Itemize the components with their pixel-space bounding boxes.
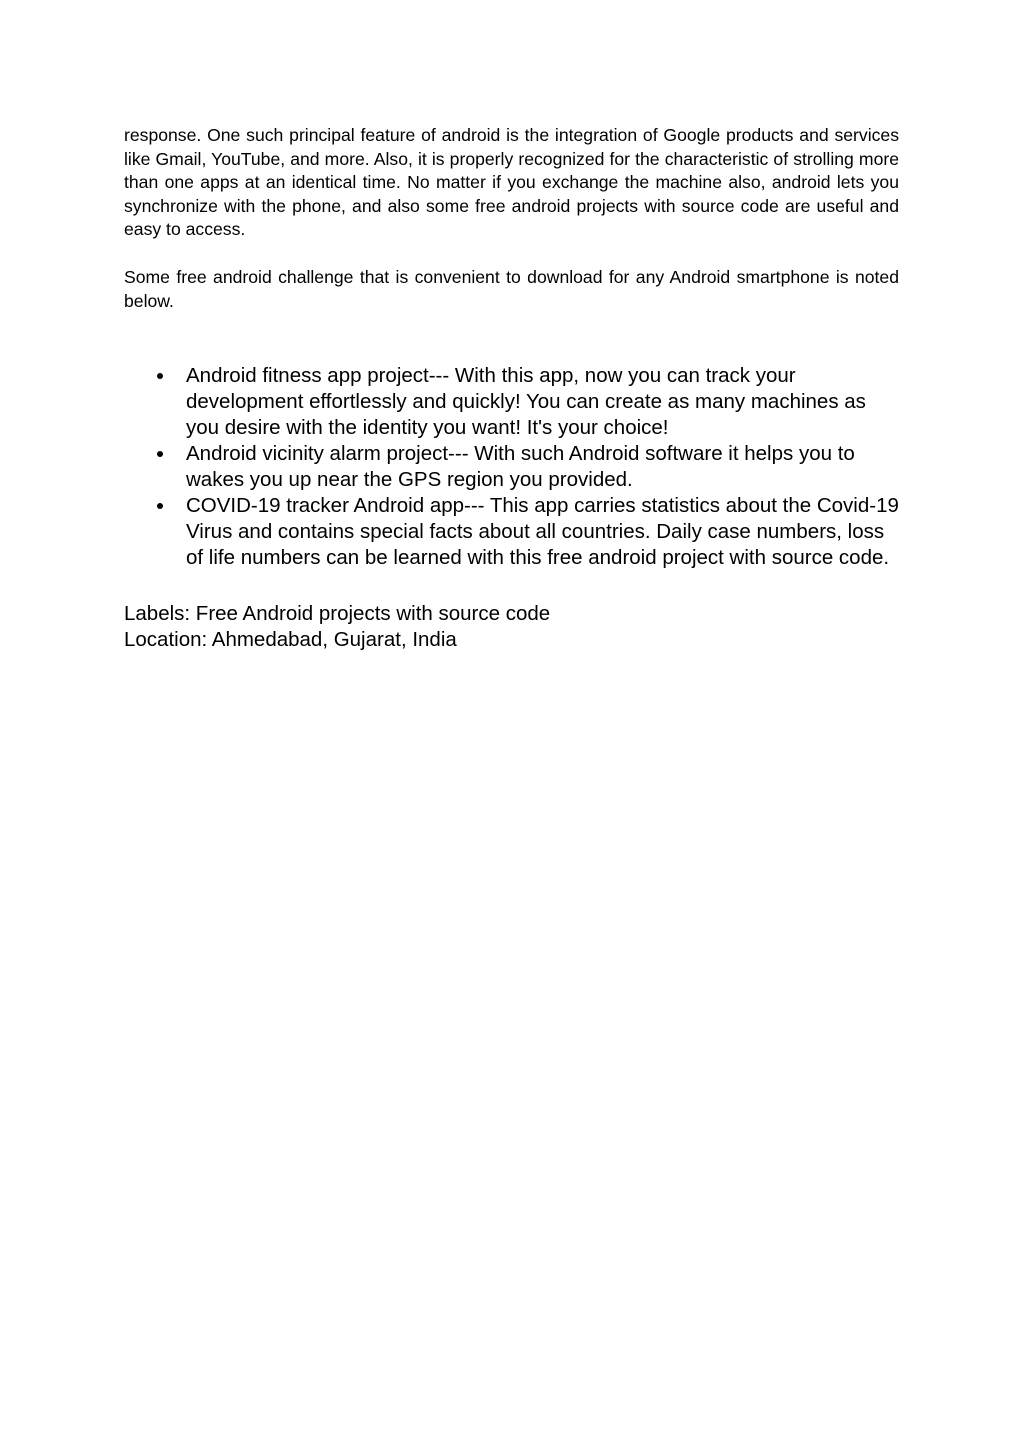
list-item-text: COVID-19 tracker Android app--- This app carries statistics about the Covid-19 Virus and contains special facts about all countries. Daily case numbers, loss of life numbers can be learned with this free android project with source code. bbox=[186, 494, 899, 570]
list-item bbox=[124, 363, 899, 441]
location-line: Location: Ahmedabad, Gujarat, India bbox=[124, 628, 457, 652]
document-page bbox=[124, 124, 899, 653]
bullet-icon bbox=[157, 373, 163, 379]
list-item bbox=[124, 493, 899, 571]
labels-line: Labels: Free Android projects with source code bbox=[124, 602, 551, 626]
bullet-icon bbox=[157, 451, 163, 457]
post-metadata bbox=[124, 601, 899, 653]
list-item bbox=[124, 441, 899, 493]
project-list bbox=[124, 363, 899, 571]
intro-paragraph: response. One such principal feature of android is the integration of Google products and services like Gmail, YouTube, and more. Also, it is properly recognized for the characteristic of strolling more than one apps at an identical time. No matter if you exchange the machine also, android lets you synchronize with the phone, and also some free android projects with source code are useful and easy to access. bbox=[124, 125, 899, 240]
list-intro-paragraph: Some free android challenge that is convenient to download for any Android smartphone is noted below. bbox=[124, 266, 899, 311]
list-item-text: Android fitness app project--- With this app, now you can track your development effortlessly and quickly! You can create as many machines as you desire with the identity you want! It's your choice! bbox=[186, 364, 866, 440]
list-item-text: Android vicinity alarm project--- With such Android software it helps you to wakes you up near the GPS region you provided. bbox=[186, 442, 855, 492]
bullet-icon bbox=[157, 503, 163, 509]
